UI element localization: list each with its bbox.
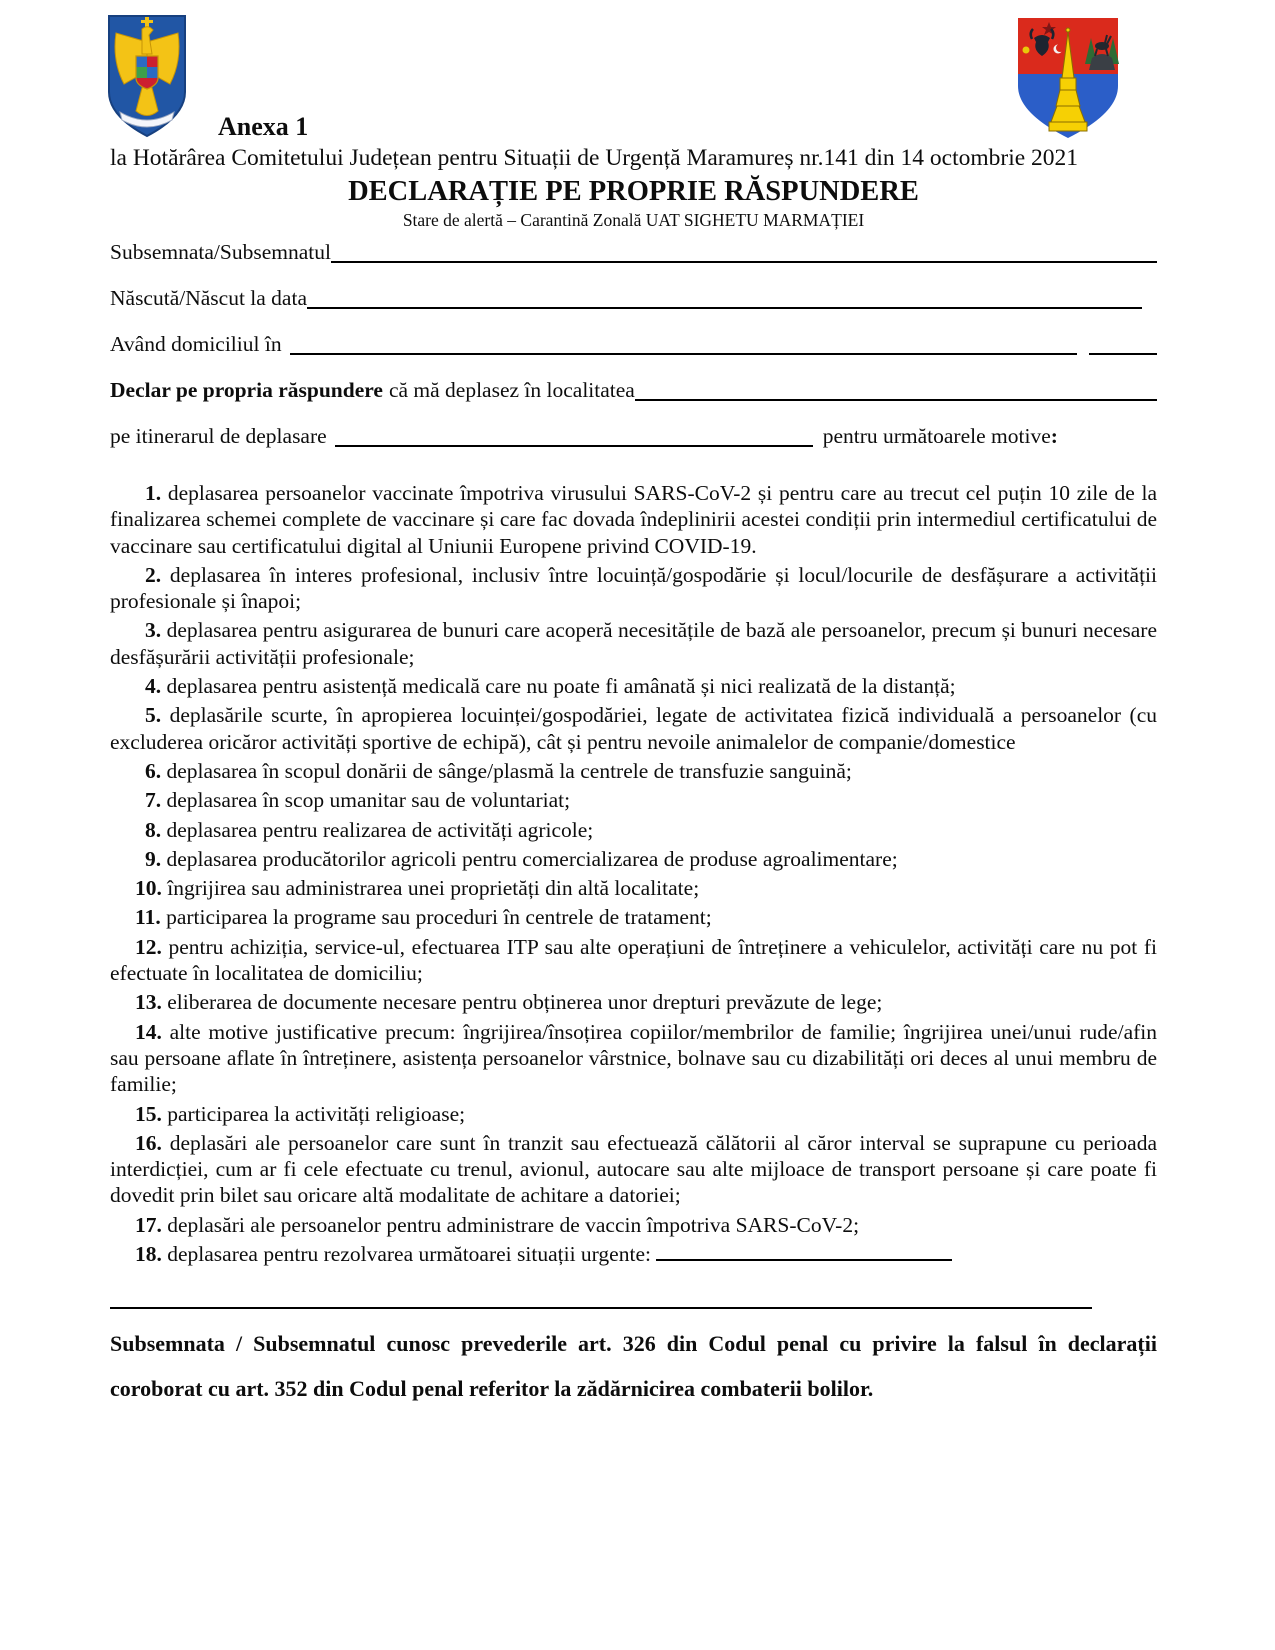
reason-number: 7. — [145, 788, 162, 813]
urgent-situation-blank-line — [656, 1257, 952, 1261]
reason-item: 15. participarea la activități religioase; — [135, 1101, 466, 1126]
reason-number: 18. — [135, 1242, 162, 1267]
reason-number: 15. — [135, 1101, 162, 1126]
field-domicile-row — [110, 331, 1157, 358]
decision-reference-line: la Hotărârea Comitetului Județean pentru Situații de Urgență Maramureș nr.141 din 14 octombrie 2021 — [110, 145, 1079, 171]
continuation-blank-line — [110, 1307, 1092, 1309]
domicile-field-label: Având domiciliul în — [110, 332, 282, 356]
maramures-county-coat-of-arms — [1012, 12, 1124, 144]
reason-number: 5. — [145, 703, 162, 728]
name-field-label: Subsemnata/Subsemnatul — [110, 240, 331, 264]
reason-item: 7. deplasarea în scop umanitar sau de voluntariat; — [145, 788, 571, 813]
romania-coat-of-arms — [107, 14, 187, 138]
field-declaration-row — [110, 377, 1157, 404]
itinerary-colon: : — [1050, 424, 1058, 448]
reason-item: 16. deplasări ale persoanelor care sunt în tranzit sau efectuează călătorii al căror interval se suprapune cu perioada interdicției, cum ar fi cele efectuate cu trenul, avionul, autocare sau alte mijloace de transport persoane și care poate fi dovedit prin bilet sau oricare altă modalitate de achitare a datoriei; — [110, 1130, 1157, 1208]
reason-item: 9. deplasarea producătorilor agricoli pentru comercializarea de produse agroalimentare; — [145, 846, 898, 871]
reason-number: 6. — [145, 758, 162, 783]
reason-item: 10. îngrijirea sau administrarea unei proprietăți din altă localitate; — [135, 876, 700, 901]
document-title: DECLARAȚIE PE PROPRIE RĂSPUNDERE — [348, 176, 919, 207]
reason-item: 4. deplasarea pentru asistență medicală care nu poate fi amânată și nici realizată de la distanță; — [145, 674, 956, 699]
reason-number: 17. — [135, 1212, 162, 1237]
reason-item: 8. deplasarea pentru realizarea de activități agricole; — [145, 817, 594, 842]
itinerary-blank-line — [335, 445, 813, 447]
reason-number: 1. — [145, 481, 162, 505]
domicile-blank-line — [290, 353, 1077, 355]
reason-number: 2. — [145, 562, 162, 587]
reason-number: 12. — [135, 934, 162, 959]
reason-number: 9. — [145, 846, 162, 871]
field-itinerary-row — [110, 423, 1157, 450]
itinerary-tail-text: pentru următoarele motive — [822, 424, 1051, 448]
locality-blank-line — [635, 399, 1157, 401]
itinerary-field-label: pe itinerarul de deplasare — [110, 424, 327, 448]
penal-code-statement: Subsemnata / Subsemnatul cunosc prevederile art. 326 din Codul penal cu privire la falsul în declarații coroborat cu art. 352 din Codul penal referitor la zădărnicirea combaterii bolilor. — [110, 1331, 1157, 1402]
reason-item: 1. deplasarea persoanelor vaccinate împotriva virusului SARS-CoV-2 și pentru care au trecut cel puțin 10 zile de la finalizarea schemei complete de vaccinare și care fac dovada îndeplinirii acestei condiții prin intermediul certificatului de vaccinare sau certificatului digital al Uniunii Europene privind COVID-19. — [110, 481, 1157, 558]
domicile-blank-line-short — [1089, 353, 1157, 355]
reason-number: 14. — [135, 1019, 162, 1044]
field-birthdate-row — [110, 285, 1157, 312]
reason-item: 6. deplasarea în scopul donării de sânge/plasmă la centrele de transfuzie sanguină; — [145, 758, 852, 783]
reason-item: 3. deplasarea pentru asigurarea de bunuri care acoperă necesitățile de bază ale persoanelor, precum și bunuri necesare desfășurării activității profesionale; — [110, 618, 1157, 669]
declare-bold-lead: Declar pe propria răspundere — [110, 378, 383, 402]
reason-item: 18. deplasarea pentru rezolvarea următoarei situații urgente: — [110, 1241, 1157, 1267]
reason-item: 14. alte motive justificative precum: îngrijirea/însoțirea copiilor/membrilor de familie; îngrijirea unei/unui rude/afin sau persoane aflate în întreținere, asistența persoanelor vârstnice, bolnave sau cu dizabilități ori deces al unui membru de familie; — [110, 1019, 1157, 1097]
reason-item: 12. pentru achiziția, service-ul, efectuarea ITP sau alte operațiuni de întreținere a vehiculelor, activități care nu pot fi efectuate în localitatea de domiciliu; — [110, 934, 1157, 986]
reason-number: 8. — [145, 817, 162, 842]
reason-number: 13. — [135, 990, 162, 1015]
reason-number: 11. — [135, 905, 161, 930]
reason-item: 11. participarea la programe sau proceduri în centrele de tratament; — [135, 905, 712, 930]
reason-number: 3. — [145, 618, 162, 643]
document-subtitle: Stare de alertă – Carantină Zonală UAT SIGHETU MARMAȚIEI — [402, 210, 865, 230]
reason-item: 5. deplasările scurte, în apropierea locuinței/gospodăriei, legate de activitatea fizică individuală a persoanelor (cu excluderea oricăror activități sportive de echipă), cât și pentru nevoile animalelor de companie/domestice — [110, 703, 1157, 754]
declare-rest-text: că mă deplasez în localitatea — [388, 378, 635, 402]
reasons-list — [110, 480, 1157, 1267]
reason-number: 4. — [145, 674, 162, 699]
reason-item: 13. eliberarea de documente necesare pentru obținerea unor drepturi prevăzute de lege; — [135, 990, 883, 1015]
birthdate-blank-line — [307, 307, 1142, 309]
name-blank-line — [331, 261, 1157, 263]
reason-number: 10. — [135, 876, 162, 901]
reason-item: 17. deplasări ale persoanelor pentru administrare de vaccin împotriva SARS-CoV-2; — [135, 1212, 860, 1237]
birthdate-field-label: Născută/Născut la data — [110, 286, 307, 310]
reason-number: 16. — [135, 1130, 162, 1155]
field-name-row — [110, 239, 1157, 266]
annex-label: Anexa 1 — [218, 112, 309, 141]
reason-item: 2. deplasarea în interes profesional, inclusiv între locuință/gospodărie și locul/locurile de desfășurare a activității profesionale și înapoi; — [110, 562, 1157, 614]
